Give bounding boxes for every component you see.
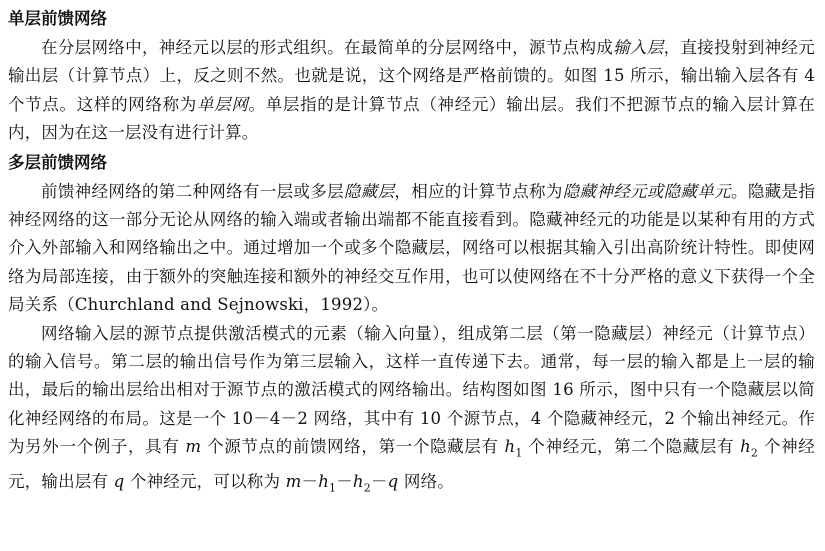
text-run: 个神经元，输出层有 xyxy=(8,437,815,491)
section-heading-single-layer: 单层前馈网络 xyxy=(8,9,107,28)
emphasis-term: h xyxy=(318,471,330,491)
emphasis-term: 输入层 xyxy=(613,38,664,57)
emphasis-term: 隐藏神经元或隐藏单元 xyxy=(562,181,732,201)
text-run: 个神经元，可以称为 xyxy=(124,471,286,491)
emphasis-term: m xyxy=(185,437,202,457)
text-run: － xyxy=(370,471,388,491)
text-run: 。隐藏是指神经网络的这一部分无论从网络的输入端或者输出端都不能直接看到。隐藏神经元的功能是以某种有用的方式介入外部输入和网络输出之中。通过增加一个或多个隐藏层，网络可以根据其输入引出高阶统计特性。即使网络为局部连接，由于额外的突触连接和额外的神经交互作用，也可以使网络在不十分严格的意义下获得一个全局关系（Churchland and Sejnowski，1992）。 xyxy=(8,181,816,315)
text-run: 个神经元，第二个隐藏层有 xyxy=(522,437,741,457)
text-run: 个源节点的前馈网络，第一个隐藏层有 xyxy=(201,437,505,457)
emphasis-term: h xyxy=(352,471,364,491)
subscript: 2 xyxy=(363,481,371,495)
subscript: 1 xyxy=(329,481,337,495)
paragraph-hidden-layers xyxy=(8,178,815,320)
paragraph-single-layer xyxy=(8,34,815,148)
subscript: 2 xyxy=(750,446,759,460)
emphasis-term: 隐藏层 xyxy=(343,181,395,201)
emphasis-term: q xyxy=(113,471,125,491)
text-run: 网络输入层的源节点提供激活模式的元素（输入向量），组成第二层（第一隐藏层）神经元（计算节点）的输入信号。第二层的输出信号作为第三层输入，这样一直传递下去。通常，每一层的输入都是上一层的输出，最后的输出层给出相对于源节点的激活模式的网络输出。结构图如图 16 所示，图中只有一个隐藏层以简化神经网络的布局。这是一个 10－4－2 网络，其中有 10 个源节点，4 个隐藏神经元，2 个输出神经元。作为另外一个例子，具有 xyxy=(8,323,815,457)
emphasis-term: q xyxy=(387,471,399,491)
text-run: 前馈神经网络的第二种网络有一层或多层 xyxy=(41,181,344,201)
text-run: ，相应的计算节点称为 xyxy=(394,181,563,201)
text-run: ，直接投射到神经元输出层（计算节点）上，反之则不然。也就是说，这个网络是严格前馈的。如图 15 所示，输出输入层各有 4 个节点。这样的网络称为 xyxy=(8,38,815,114)
section-heading-multi-layer: 多层前馈网络 xyxy=(8,152,107,172)
emphasis-term: 单层网 xyxy=(196,94,249,114)
text-run: 网络。 xyxy=(398,471,454,491)
emphasis-term: m xyxy=(285,471,302,491)
text-run: 。单层指的是计算节点（神经元）输出层。我们不把源节点的输入层计算在内，因为在这一层没有进行计算。 xyxy=(8,94,815,143)
paragraph-network-structure xyxy=(8,320,815,503)
text-run: － xyxy=(301,471,319,491)
subscript: 1 xyxy=(515,446,523,460)
emphasis-term: h xyxy=(740,437,751,457)
text-run: 在分层网络中，神经元以层的形式组织。在最简单的分层网络中，源节点构成 xyxy=(41,38,614,57)
text-run: － xyxy=(336,471,353,491)
emphasis-term: h xyxy=(504,437,516,457)
